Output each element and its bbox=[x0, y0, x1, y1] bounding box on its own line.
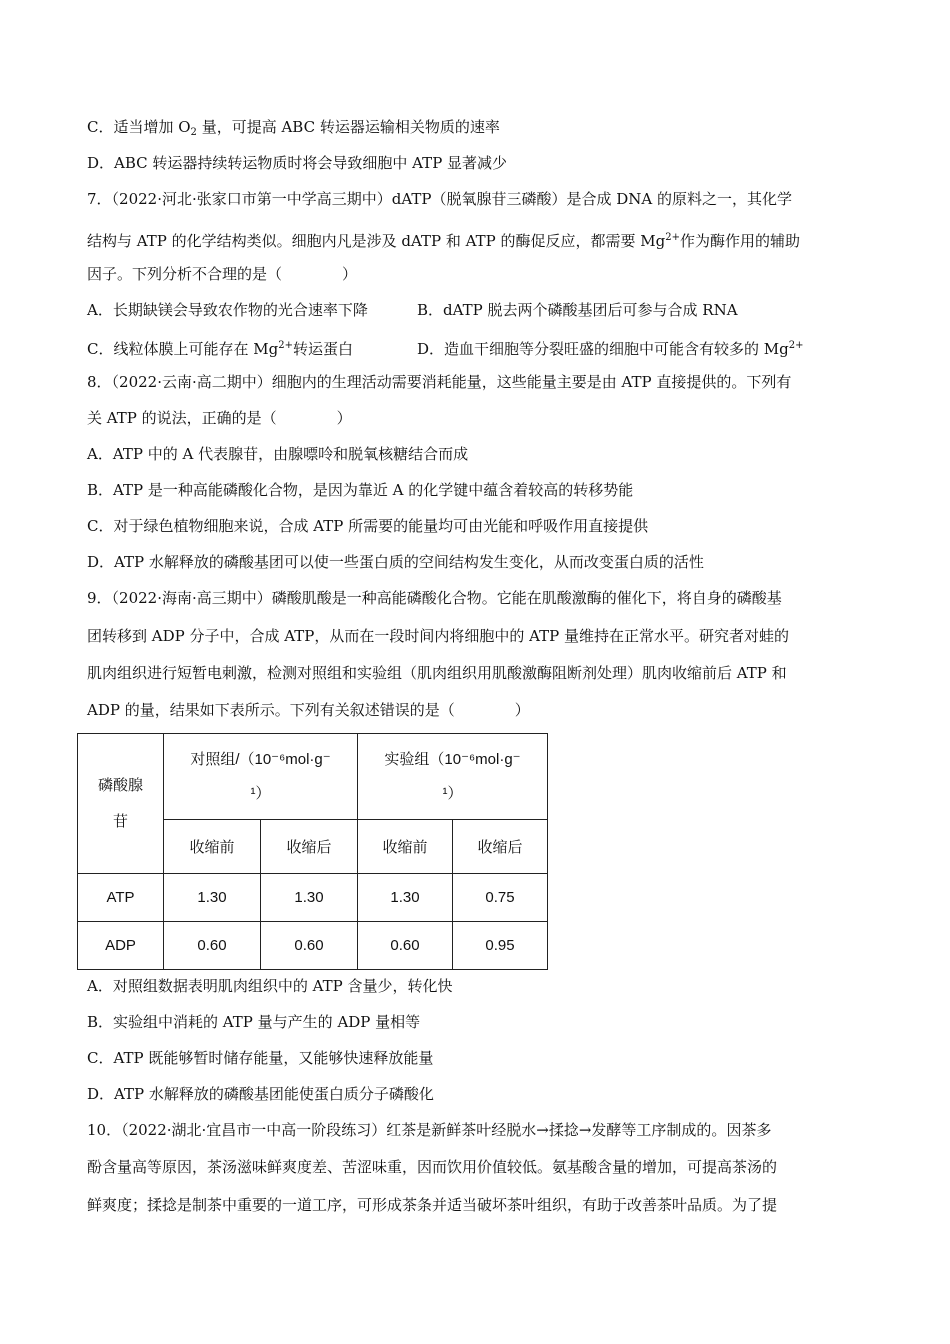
table-cell: 1.30 bbox=[358, 874, 453, 922]
q9-stem-line1: 9．（2022·海南·高三期中）磷酸肌酸是一种高能磷酸化合物。它能在肌酸激酶的催化下，将自身的磷酸基 bbox=[87, 589, 782, 607]
q7-option-b: B．dATP 脱去两个磷酸基团后可参与合成 RNA bbox=[417, 301, 738, 319]
table-header-control-group: 对照组/（10⁻⁶mol·g⁻ ¹） bbox=[164, 734, 358, 820]
table-row bbox=[78, 922, 548, 970]
q8-option-b: B．ATP 是一种高能磷酸化合物，是因为靠近 A 的化学键中蕴含着较高的转移势能 bbox=[87, 481, 634, 499]
q7-options-cd bbox=[87, 336, 804, 359]
q10-stem-line2: 酚含量高等原因，茶汤滋味鲜爽度差、苦涩味重，因而饮用价值较低。氨基酸含量的增加，可提高茶汤的 bbox=[87, 1158, 778, 1176]
table-subheader-before: 收缩前 bbox=[358, 820, 453, 874]
q6-option-c: C．适当增加 $O_2$ 量，可提高 ABC 转运器运输相关物质的速率 bbox=[87, 118, 500, 138]
table-row bbox=[78, 874, 548, 922]
table-corner-header: 磷酸腺 苷 bbox=[78, 734, 164, 874]
q9-option-b: B．实验组中消耗的 ATP 量与产生的 ADP 量相等 bbox=[87, 1013, 421, 1031]
table-subheader-before: 收缩前 bbox=[164, 820, 261, 874]
q9-stem-line4: ADP 的量，结果如下表所示。下列有关叙述错误的是（ ） bbox=[87, 701, 530, 719]
table-cell: 0.95 bbox=[453, 922, 548, 970]
q7-option-a: A．长期缺镁会导致农作物的光合速率下降 bbox=[87, 301, 368, 319]
q8-stem-line2: 关 ATP 的说法，正确的是（ ） bbox=[87, 409, 352, 427]
table-cell: 1.30 bbox=[261, 874, 358, 922]
q7-option-c: C．线粒体膜上可能存在 $Mg^{2+}$转运蛋白 bbox=[87, 340, 353, 358]
q10-stem-line1: 10．（2022·湖北·宜昌市一中高一阶段练习）红茶是新鲜茶叶经脱水→揉捻→发酵等工序制成的。因茶多 bbox=[87, 1121, 772, 1139]
q9-option-d: D．ATP 水解释放的磷酸基团能使蛋白质分子磷酸化 bbox=[87, 1085, 434, 1103]
q9-option-a: A．对照组数据表明肌肉组织中的 ATP 含量少，转化快 bbox=[87, 977, 453, 995]
table-subheader-after: 收缩后 bbox=[453, 820, 548, 874]
q7-stem-line2: 结构与 ATP 的化学结构类似。细胞内凡是涉及 dATP 和 ATP 的酶促反应，都需要 $Mg^{2+}$作为酶作用的辅助 bbox=[87, 232, 801, 250]
table-row-label: ATP bbox=[78, 874, 164, 922]
q9-option-c: C．ATP 既能够暂时储存能量，又能够快速释放能量 bbox=[87, 1049, 434, 1067]
q9-stem-line2: 团转移到 ADP 分子中，合成 ATP，从而在一段时间内将细胞中的 ATP 量维持在正常水平。研究者对蛙的 bbox=[87, 627, 790, 645]
q9-data-table bbox=[77, 733, 548, 970]
table-cell: 1.30 bbox=[164, 874, 261, 922]
q7-stem-line1: 7．（2022·河北·张家口市第一中学高三期中）dATP（脱氧腺苷三磷酸）是合成 DNA 的原料之一，其化学 bbox=[87, 190, 792, 208]
q10-stem-line3: 鲜爽度；揉捻是制茶中重要的一道工序，可形成茶条并适当破坏茶叶组织，有助于改善茶叶品质。为了提 bbox=[87, 1196, 778, 1214]
table-cell: 0.60 bbox=[358, 922, 453, 970]
table-header-experimental-group: 实验组（10⁻⁶mol·g⁻ ¹） bbox=[358, 734, 548, 820]
q6-option-d: D．ABC 转运器持续转运物质时将会导致细胞中 ATP 显著减少 bbox=[87, 154, 508, 172]
q7-stem-line3: 因子。下列分析不合理的是（ ） bbox=[87, 265, 358, 283]
q8-option-a: A．ATP 中的 A 代表腺苷，由腺嘌呤和脱氧核糖结合而成 bbox=[87, 445, 469, 463]
q7-options-ab bbox=[87, 300, 738, 320]
q8-option-d: D．ATP 水解释放的磷酸基团可以使一些蛋白质的空间结构发生变化，从而改变蛋白质的活性 bbox=[87, 553, 704, 571]
table-cell: 0.60 bbox=[164, 922, 261, 970]
q8-stem-line1: 8．（2022·云南·高二期中）细胞内的生理活动需要消耗能量，这些能量主要是由 ATP 直接提供的。下列有 bbox=[87, 373, 792, 391]
table-cell: 0.75 bbox=[453, 874, 548, 922]
q8-option-c: C．对于绿色植物细胞来说，合成 ATP 所需要的能量均可由光能和呼吸作用直接提供 bbox=[87, 517, 649, 535]
table-cell: 0.60 bbox=[261, 922, 358, 970]
table-row-label: ADP bbox=[78, 922, 164, 970]
q7-option-d: D．造血干细胞等分裂旺盛的细胞中可能含有较多的 $Mg^{2+}$ bbox=[417, 340, 804, 358]
q9-stem-line3: 肌肉组织进行短暂电刺激，检测对照组和实验组（肌肉组织用肌酸激酶阻断剂处理）肌肉收缩前后 ATP 和 bbox=[87, 664, 787, 682]
table-subheader-after: 收缩后 bbox=[261, 820, 358, 874]
